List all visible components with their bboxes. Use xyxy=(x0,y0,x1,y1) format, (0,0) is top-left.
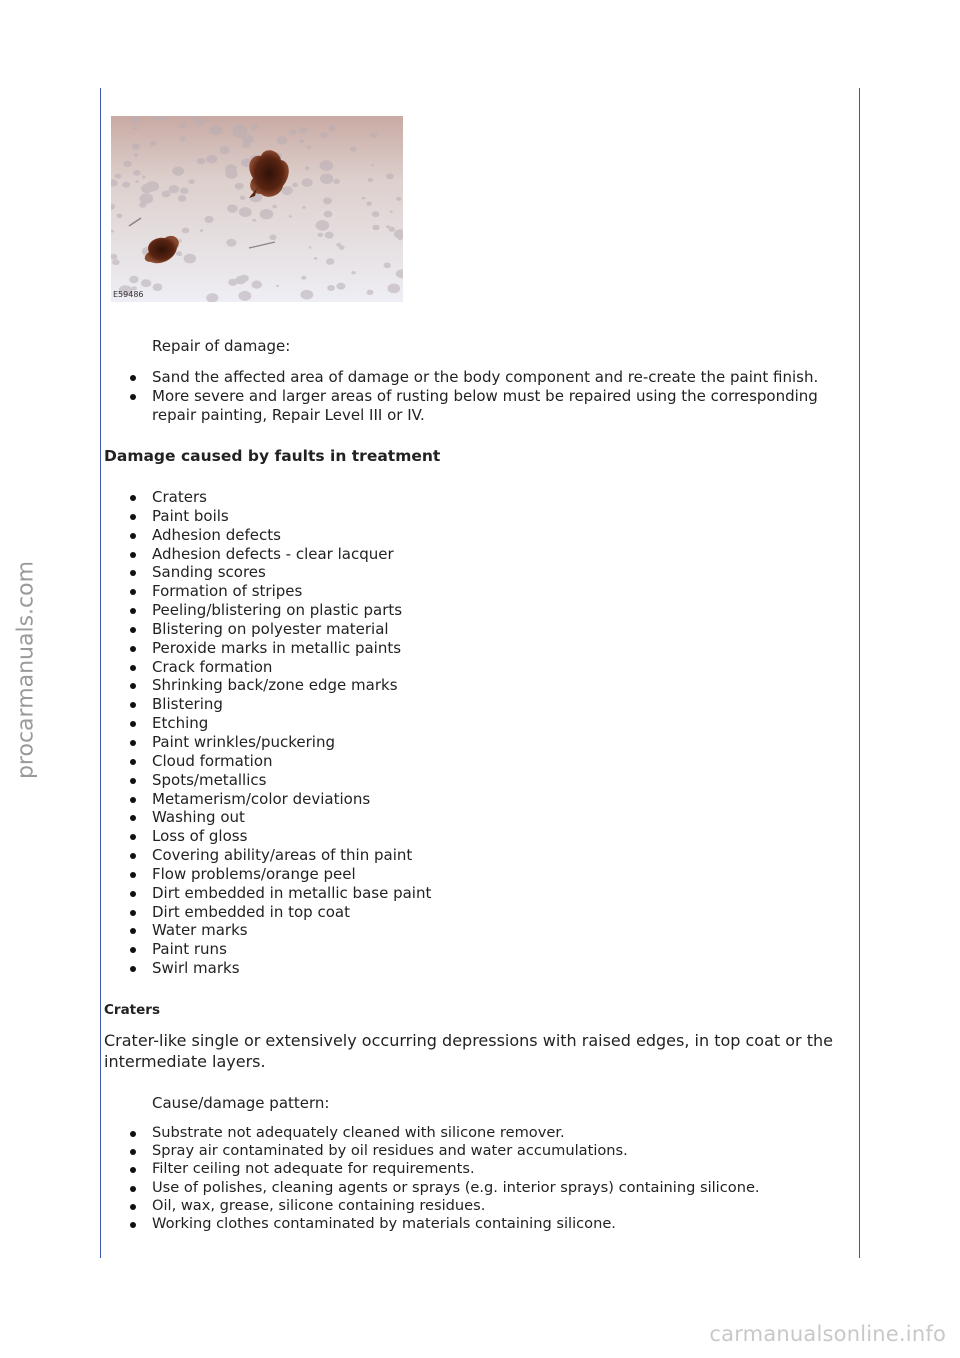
droplet xyxy=(367,202,372,206)
droplet xyxy=(184,254,197,264)
list-item: Etching xyxy=(130,714,855,733)
image-code: E59486 xyxy=(113,290,144,299)
droplet xyxy=(306,146,311,150)
droplet xyxy=(305,166,310,170)
droplet xyxy=(326,258,334,265)
droplet xyxy=(227,204,238,212)
list-item: Cloud formation xyxy=(130,752,855,771)
droplet xyxy=(133,127,138,131)
droplet xyxy=(153,283,163,291)
droplet xyxy=(235,183,244,190)
list-item: Substrate not adequately cleaned with silicone remover. xyxy=(130,1124,855,1142)
list-item: Swirl marks xyxy=(130,959,855,978)
droplet xyxy=(300,290,313,300)
droplet xyxy=(179,123,186,128)
list-item: Use of polishes, cleaning agents or sprays (e.g. interior sprays) containing silicone. xyxy=(130,1179,855,1197)
droplet xyxy=(336,283,345,290)
droplet xyxy=(204,216,213,223)
droplet xyxy=(188,179,194,184)
droplet xyxy=(350,147,357,152)
droplet xyxy=(206,120,209,123)
list-item: Sanding scores xyxy=(130,563,855,582)
droplet xyxy=(117,214,123,219)
droplet xyxy=(220,146,230,154)
droplet xyxy=(287,186,291,189)
droplet xyxy=(209,125,222,135)
droplet xyxy=(309,246,312,248)
droplet xyxy=(396,197,401,201)
droplet xyxy=(169,185,180,193)
list-item: Sand the affected area of damage or the body component and re-create the paint finish. xyxy=(130,368,855,387)
list-item: Water marks xyxy=(130,921,855,940)
droplet xyxy=(281,186,292,195)
droplet xyxy=(150,146,153,148)
droplet xyxy=(178,195,187,202)
droplet xyxy=(290,129,297,135)
droplet xyxy=(142,176,146,179)
droplet xyxy=(325,232,334,239)
droplet xyxy=(226,239,236,247)
droplet xyxy=(129,276,138,283)
droplet xyxy=(228,279,237,286)
droplet xyxy=(146,181,159,191)
droplet xyxy=(318,233,324,237)
side-watermark-text: procarmanuals.com xyxy=(13,560,39,780)
causes-list xyxy=(130,1124,855,1233)
droplet xyxy=(384,262,391,268)
list-item: Crack formation xyxy=(130,658,855,677)
droplet xyxy=(301,276,306,280)
droplet xyxy=(162,191,171,198)
list-item: Paint boils xyxy=(130,507,855,526)
list-item: Blistering xyxy=(130,695,855,714)
repair-intro: Repair of damage: xyxy=(152,337,291,355)
list-item: Filter ceiling not adequate for requirements. xyxy=(130,1160,855,1178)
craters-heading: Craters xyxy=(104,1002,160,1018)
craters-description: Crater-like single or extensively occurring depressions with raised edges, in top coat or the intermediate layers. xyxy=(104,1031,833,1071)
droplet xyxy=(292,183,298,188)
droplet xyxy=(388,284,401,294)
droplet xyxy=(115,174,122,179)
droplet xyxy=(299,139,304,143)
droplet xyxy=(200,229,203,232)
list-item: Spray air contaminated by oil residues and water accumulations. xyxy=(130,1142,855,1160)
droplet xyxy=(150,141,156,146)
droplet xyxy=(386,173,394,179)
faults-list xyxy=(130,488,855,978)
side-watermark xyxy=(6,560,46,780)
list-item: Formation of stripes xyxy=(130,582,855,601)
droplet xyxy=(327,285,335,291)
list-item: Oil, wax, grease, silicone containing residues. xyxy=(130,1197,855,1215)
droplet xyxy=(180,188,189,195)
droplet xyxy=(134,154,138,157)
list-item: Peroxide marks in metallic paints xyxy=(130,639,855,658)
droplet xyxy=(272,205,277,209)
droplet xyxy=(252,219,256,222)
list-item: Washing out xyxy=(130,808,855,827)
droplet xyxy=(367,290,374,295)
droplet xyxy=(324,211,333,218)
droplet xyxy=(333,179,340,184)
list-item: Paint runs xyxy=(130,940,855,959)
droplet xyxy=(314,257,318,260)
droplet xyxy=(244,276,248,279)
droplet xyxy=(386,225,390,228)
droplet xyxy=(362,197,366,200)
droplet xyxy=(141,279,151,287)
droplet xyxy=(195,118,205,125)
droplet xyxy=(123,161,131,167)
droplet xyxy=(225,169,237,178)
list-item: Adhesion defects - clear lacquer xyxy=(130,545,855,564)
droplet xyxy=(398,237,402,240)
list-item: Shrinking back/zone edge marks xyxy=(130,676,855,695)
droplet xyxy=(197,158,206,165)
droplet xyxy=(329,126,336,132)
list-item: Peeling/blistering on plastic parts xyxy=(130,601,855,620)
repair-list xyxy=(130,368,855,425)
droplet xyxy=(370,133,377,139)
droplet xyxy=(131,117,140,124)
droplet xyxy=(289,215,292,217)
droplet xyxy=(233,125,247,136)
droplet xyxy=(139,202,146,208)
droplet xyxy=(269,235,276,241)
list-item: Loss of gloss xyxy=(130,827,855,846)
list-item: Dirt embedded in top coat xyxy=(130,903,855,922)
droplet xyxy=(390,211,393,213)
list-item: Paint wrinkles/puckering xyxy=(130,733,855,752)
faults-heading: Damage caused by faults in treatment xyxy=(104,447,441,465)
droplet xyxy=(176,251,182,256)
list-item: Working clothes contaminated by materials containing silicone. xyxy=(130,1215,855,1233)
list-item: Blistering on polyester material xyxy=(130,620,855,639)
droplet xyxy=(133,170,141,176)
droplet xyxy=(242,142,250,148)
droplet xyxy=(260,209,274,219)
droplet xyxy=(320,132,328,138)
droplet xyxy=(122,182,130,188)
droplet xyxy=(316,220,330,231)
list-item: Adhesion defects xyxy=(130,526,855,545)
droplet xyxy=(372,225,379,231)
list-item: Dirt embedded in metallic base paint xyxy=(130,884,855,903)
droplet xyxy=(302,178,313,187)
right-border-line xyxy=(859,88,860,1258)
cause-intro: Cause/damage pattern: xyxy=(152,1094,330,1112)
list-item: Flow problems/orange peel xyxy=(130,865,855,884)
droplet xyxy=(372,211,380,217)
droplet xyxy=(112,259,120,265)
list-item: Covering ability/areas of thin paint xyxy=(130,846,855,865)
droplet xyxy=(135,180,139,183)
droplet xyxy=(175,187,178,189)
droplet xyxy=(321,174,324,176)
bottom-watermark: carmanualsonline.info xyxy=(709,1322,946,1346)
list-item: More severe and larger areas of rusting below must be repaired using the corresponding repair painting, Repair Level III or IV. xyxy=(130,387,855,425)
droplet xyxy=(240,196,246,200)
droplet xyxy=(179,136,185,141)
droplet xyxy=(206,155,217,164)
droplet xyxy=(299,127,307,133)
list-item: Metamerism/color deviations xyxy=(130,790,855,809)
left-border-line xyxy=(100,88,101,1258)
droplet xyxy=(182,228,190,234)
list-item: Craters xyxy=(130,488,855,507)
droplet xyxy=(319,160,333,171)
paint-damage-photo xyxy=(111,116,403,302)
list-item: Spots/metallics xyxy=(130,771,855,790)
droplet xyxy=(238,291,251,301)
droplet xyxy=(371,164,374,166)
droplet xyxy=(277,136,288,144)
droplet xyxy=(323,197,332,204)
droplet xyxy=(351,271,355,274)
droplet xyxy=(302,206,306,209)
droplet xyxy=(239,207,252,217)
droplet xyxy=(336,243,341,247)
droplet xyxy=(250,125,257,130)
droplet xyxy=(172,167,184,176)
droplet xyxy=(368,178,374,182)
droplet xyxy=(132,143,140,149)
droplet xyxy=(251,281,262,289)
droplet xyxy=(276,285,279,287)
